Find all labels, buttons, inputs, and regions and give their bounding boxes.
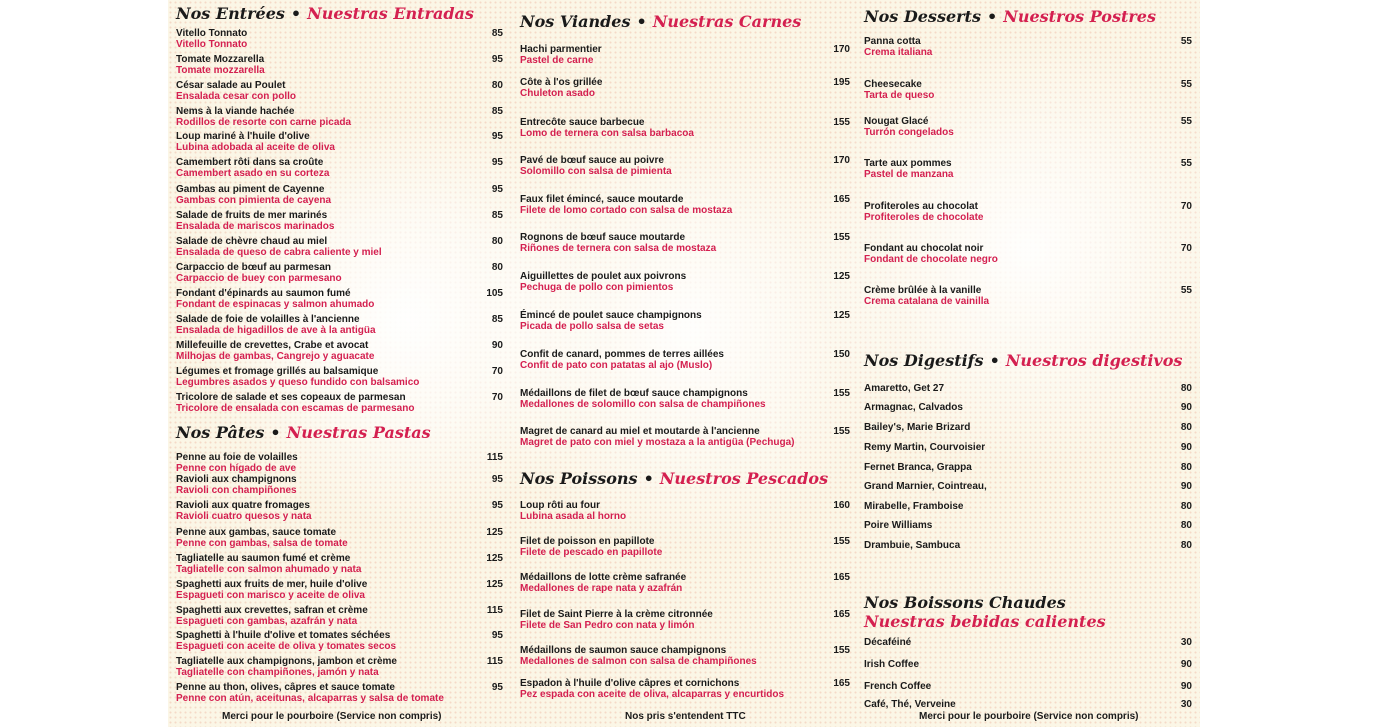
item-name-fr: Camembert rôti dans sa croûte [176,157,324,168]
drink-name: Irish Coffee [864,659,920,670]
item-name-fr: Médaillons de filet de bœuf sauce champignons [520,388,748,399]
drink-price: 90 [1180,402,1192,413]
item-price: 90 [491,340,503,351]
menu-item [176,131,503,153]
menu-item [864,285,1192,307]
drink-item [864,520,1192,532]
item-name-es: Filete de lomo cortado con salsa de mostaza [520,205,733,216]
menu-item [520,645,850,667]
item-name-es: Lomo de ternera con salsa barbacoa [520,128,694,139]
item-price: 95 [491,131,503,142]
drink-price: 80 [1180,422,1192,433]
menu-item [520,155,850,177]
item-price: 55 [1180,36,1192,47]
item-price: 55 [1180,116,1192,127]
item-name-es: Pechuga de pollo con pimientos [520,282,674,293]
item-price: 85 [491,314,503,325]
item-name-es: Tarta de queso [864,90,935,101]
section-heading-digestifs: Nos Digestifs • Nuestros digestivos [864,351,1183,370]
item-name-fr: Penne au thon, olives, câpres et sauce tomate [176,682,395,693]
item-price: 125 [486,527,503,538]
heading-fr: Nos Entrées [176,4,285,23]
drink-price: 30 [1180,699,1192,710]
item-name-es: Pez espada con aceite de oliva, alcaparras y encurtidos [520,689,785,700]
item-price: 195 [833,77,850,88]
item-price: 155 [833,645,850,656]
item-name-es: Camembert asado en su corteza [176,168,330,179]
drink-name: Décaféiné [864,637,912,648]
item-price: 125 [833,271,850,282]
item-name-es: Gambas con pimienta de cayena [176,195,332,206]
item-name-fr: Ravioli aux quatre fromages [176,500,310,511]
item-name-fr: Gambas au piment de Cayenne [176,184,325,195]
menu-item [176,656,503,678]
footer-right: Merci pour le pourboire (Service non compris) [919,711,1139,722]
item-name-es: Espagueti con marisco y aceite de oliva [176,590,365,601]
item-name-es: Tagliatelle con champiñones, jamón y nata [176,667,379,678]
drink-name: Remy Martin, Courvoisier [864,442,986,453]
menu-item [176,682,503,704]
footer-middle: Nos pris s'entendent TTC [625,711,746,722]
item-name-fr: Vitello Tonnato [176,28,248,39]
drink-price: 90 [1180,442,1192,453]
item-name-fr: Tomate Mozzarella [176,54,265,65]
item-name-es: Tagliatelle con salmon ahumado y nata [176,564,362,575]
drink-item [864,699,1192,711]
section-heading-boissons [864,593,1106,631]
item-price: 70 [491,392,503,403]
menu-item [520,572,850,594]
menu-item [176,392,503,414]
menu-item [176,106,503,128]
menu-item [176,527,503,549]
heading-es: Nuestras Entradas [307,4,474,23]
item-price: 55 [1180,285,1192,296]
menu-item [864,79,1192,101]
drink-item [864,383,1192,395]
item-name-fr: Filet de Saint Pierre à la crème citronnée [520,609,713,620]
drink-item [864,462,1192,474]
heading-es: Nuestros digestivos [1005,351,1183,370]
menu-item [520,536,850,558]
menu-item [520,349,850,371]
item-name-fr: Aiguillettes de poulet aux poivrons [520,271,687,282]
menu-item [520,117,850,139]
item-name-es: Tricolore de ensalada con escamas de parmesano [176,403,415,414]
heading-es: Nuestros Pescados [659,469,829,488]
item-name-fr: Fondant au chocolat noir [864,243,984,254]
item-name-fr: Cheesecake [864,79,922,90]
item-name-fr: Millefeuille de crevettes, Crabe et avocat [176,340,369,351]
item-name-es: Ensalada de mariscos marinados [176,221,335,232]
heading-es: Nuestras Carnes [652,12,802,31]
item-price: 95 [491,474,503,485]
item-price: 155 [833,388,850,399]
item-price: 155 [833,426,850,437]
drink-price: 80 [1180,462,1192,473]
item-name-fr: Profiteroles au chocolat [864,201,978,212]
menu-item [176,262,503,284]
item-price: 55 [1180,158,1192,169]
item-price: 165 [833,678,850,689]
item-price: 115 [486,452,503,463]
item-name-fr: Tagliatelle au saumon fumé et crème [176,553,351,564]
item-price: 85 [491,106,503,117]
item-name-es: Crema catalana de vainilla [864,296,990,307]
item-price: 115 [486,656,503,667]
menu-item [176,80,503,102]
item-price: 95 [491,54,503,65]
menu-item [520,500,850,522]
menu-item [176,474,503,496]
heading-fr: Nos Poissons [520,469,638,488]
item-price: 115 [486,605,503,616]
menu-item [864,243,1192,265]
item-name-fr: Faux filet émincé, sauce moutarde [520,194,684,205]
drink-name: Drambuie, Sambuca [864,540,961,551]
heading-fr: Nos Boissons Chaudes [864,593,1066,612]
item-name-fr: Spaghetti aux fruits de mer, huile d'olive [176,579,368,590]
item-name-fr: Spaghetti à l'huile d'olive et tomates séchées [176,630,391,641]
item-name-es: Penne con gambas, salsa de tomate [176,538,348,549]
heading-fr: Nos Desserts [864,7,981,26]
drink-name: Fernet Branca, Grappa [864,462,972,473]
menu-item [520,44,850,66]
section-heading-viandes: Nos Viandes • Nuestras Carnes [520,12,802,31]
item-name-fr: Tagliatelle aux champignons, jambon et crème [176,656,397,667]
drink-name: Armagnac, Calvados [864,402,963,413]
item-name-es: Ravioli cuatro quesos y nata [176,511,312,522]
menu-page [168,0,1200,727]
item-name-es: Filete de pescado en papillote [520,547,663,558]
item-name-fr: Espadon à l'huile d'olive câpres et cornichons [520,678,740,689]
drink-item [864,402,1192,414]
item-name-fr: Côte à l'os grillée [520,77,603,88]
item-name-fr: Rognons de bœuf sauce moutarde [520,232,686,243]
item-name-es: Ensalada de queso de cabra caliente y miel [176,247,382,258]
menu-item [176,553,503,575]
item-price: 155 [833,536,850,547]
menu-item [176,314,503,336]
menu-item [176,184,503,206]
item-price: 160 [833,500,850,511]
item-name-es: Vitello Tonnato [176,39,248,50]
menu-item [864,36,1192,58]
item-name-fr: Tricolore de salade et ses copeaux de parmesan [176,392,406,403]
item-name-fr: Médaillons de saumon sauce champignons [520,645,727,656]
drink-price: 80 [1180,520,1192,531]
item-name-es: Medallones de solomillo con salsa de champiñones [520,399,766,410]
section-heading-entrees: Nos Entrées • Nuestras Entradas [176,4,474,23]
item-name-fr: Hachi parmentier [520,44,602,55]
item-name-es: Crema italiana [864,47,933,58]
item-price: 165 [833,194,850,205]
drink-price: 90 [1180,659,1192,670]
menu-item [176,28,503,50]
item-name-es: Turrón congelados [864,127,954,138]
item-name-es: Riñones de ternera con salsa de mostaza [520,243,717,254]
item-name-es: Solomillo con salsa de pimienta [520,166,672,177]
item-name-fr: Carpaccio de bœuf au parmesan [176,262,332,273]
heading-es: Nuestras bebidas calientes [864,612,1106,631]
drink-name: Poire Williams [864,520,933,531]
item-name-es: Pastel de manzana [864,169,954,180]
item-price: 155 [833,232,850,243]
menu-item [176,288,503,310]
item-price: 150 [833,349,850,360]
item-name-es: Medallones de salmon con salsa de champiñones [520,656,757,667]
item-name-fr: Salade de fruits de mer marinés [176,210,328,221]
item-price: 70 [1180,201,1192,212]
drink-price: 80 [1180,540,1192,551]
heading-es: Nuestras Pastas [286,423,431,442]
item-price: 70 [1180,243,1192,254]
column-left [176,0,503,727]
menu-item [176,340,503,362]
item-name-fr: Fondant d'épinards au saumon fumé [176,288,351,299]
item-name-fr: Loup mariné à l'huile d'olive [176,131,310,142]
drink-item [864,540,1192,552]
item-price: 85 [491,210,503,221]
item-name-es: Chuleton asado [520,88,596,99]
item-name-fr: Filet de poisson en papillote [520,536,655,547]
menu-item [176,210,503,232]
item-name-es: Fondant de chocolate negro [864,254,998,265]
item-name-fr: Pavé de bœuf sauce au poivre [520,155,664,166]
item-name-es: Lubina adobada al aceite de oliva [176,142,335,153]
item-name-fr: Magret de canard au miel et moutarde à l'ancienne [520,426,760,437]
menu-item [520,388,850,410]
item-name-fr: Tarte aux pommes [864,158,952,169]
item-name-es: Legumbres asados y queso fundido con balsamico [176,377,420,388]
menu-item [520,426,850,448]
item-name-es: Tomate mozzarella [176,65,265,76]
item-price: 95 [491,682,503,693]
item-name-fr: César salade au Poulet [176,80,286,91]
drink-price: 90 [1180,481,1192,492]
drink-price: 30 [1180,637,1192,648]
column-right [864,0,1192,727]
item-name-fr: Émincé de poulet sauce champignons [520,310,702,321]
heading-fr: Nos Digestifs [864,351,984,370]
item-name-es: Ensalada de higadillos de ave à la antigüa [176,325,376,336]
menu-item [176,605,503,627]
item-price: 80 [491,80,503,91]
item-name-fr: Confit de canard, pommes de terres aillées [520,349,724,360]
heading-fr: Nos Pâtes [176,423,265,442]
item-name-es: Ravioli con champiñones [176,485,297,496]
menu-item [864,201,1192,223]
item-name-fr: Légumes et fromage grillés au balsamique [176,366,379,377]
drink-item [864,637,1192,649]
item-name-es: Lubina asada al horno [520,511,627,522]
heading-es: Nuestros Postres [1003,7,1156,26]
item-name-fr: Nougat Glacé [864,116,929,127]
item-price: 95 [491,184,503,195]
menu-item [176,366,503,388]
menu-item [176,452,503,474]
item-name-es: Medallones de rape nata y azafrán [520,583,683,594]
item-name-es: Profiteroles de chocolate [864,212,984,223]
item-name-fr: Penne au foie de volailles [176,452,298,463]
item-price: 95 [491,630,503,641]
item-name-es: Carpaccio de buey con parmesano [176,273,342,284]
drink-item [864,659,1192,671]
menu-item [176,579,503,601]
column-middle [520,0,850,727]
item-price: 95 [491,157,503,168]
item-name-fr: Salade de foie de volailles à l'ancienne [176,314,360,325]
item-name-es: Magret de pato con miel y mostaza a la antigüa (Pechuga) [520,437,795,448]
item-name-es: Espagueti con aceite de oliva y tomates secos [176,641,397,652]
item-name-fr: Crème brûlée à la vanille [864,285,982,296]
item-price: 55 [1180,79,1192,90]
drink-name: Café, Thé, Verveine [864,699,956,710]
item-name-es: Filete de San Pedro con nata y limón [520,620,695,631]
footer-left: Merci pour le pourboire (Service non compris) [222,711,442,722]
item-name-es: Milhojas de gambas, Cangrejo y aguacate [176,351,375,362]
drink-name: Bailey's, Marie Brizard [864,422,971,433]
item-price: 170 [833,44,850,55]
item-price: 80 [491,236,503,247]
drink-item [864,442,1192,454]
item-name-fr: Penne aux gambas, sauce tomate [176,527,337,538]
menu-item [520,232,850,254]
item-price: 85 [491,28,503,39]
drink-item [864,501,1192,513]
heading-fr: Nos Viandes [520,12,631,31]
drink-name: Amaretto, Get 27 [864,383,945,394]
item-name-es: Picada de pollo salsa de setas [520,321,664,332]
menu-item [864,116,1192,138]
item-price: 125 [486,553,503,564]
drink-item [864,422,1192,434]
item-price: 105 [486,288,503,299]
menu-item [520,678,850,700]
item-name-es: Pastel de carne [520,55,594,66]
drink-name: French Coffee [864,681,932,692]
drink-price: 90 [1180,681,1192,692]
item-name-es: Fondant de espinacas y salmon ahumado [176,299,375,310]
item-name-es: Ensalada cesar con pollo [176,91,297,102]
drink-item [864,481,1192,493]
drink-item [864,681,1192,693]
menu-item [520,609,850,631]
item-name-es: Penne con hígado de ave [176,463,297,474]
item-price: 170 [833,155,850,166]
menu-item [520,271,850,293]
menu-item [176,236,503,258]
menu-item [864,158,1192,180]
item-price: 155 [833,117,850,128]
item-name-fr: Spaghetti aux crevettes, safran et crème [176,605,368,616]
item-name-fr: Nems à la viande hachée [176,106,295,117]
section-heading-pates: Nos Pâtes • Nuestras Pastas [176,423,431,442]
menu-item [520,194,850,216]
item-price: 125 [486,579,503,590]
menu-item [176,500,503,522]
item-name-fr: Entrecôte sauce barbecue [520,117,645,128]
item-name-es: Penne con atún, aceitunas, alcaparras y salsa de tomate [176,693,444,704]
menu-item [520,310,850,332]
item-name-fr: Ravioli aux champignons [176,474,297,485]
drink-name: Grand Marnier, Cointreau, [864,481,987,492]
item-name-fr: Loup rôti au four [520,500,600,511]
item-name-fr: Panna cotta [864,36,921,47]
section-heading-desserts: Nos Desserts • Nuestros Postres [864,7,1156,26]
menu-item [520,77,850,99]
drink-name: Mirabelle, Framboise [864,501,964,512]
item-price: 165 [833,609,850,620]
item-price: 95 [491,500,503,511]
item-price: 125 [833,310,850,321]
item-name-es: Confit de pato con patatas al ajo (Muslo) [520,360,713,371]
section-heading-poissons: Nos Poissons • Nuestros Pescados [520,469,829,488]
drink-price: 80 [1180,501,1192,512]
menu-item [176,54,503,76]
item-name-es: Rodillos de resorte con carne picada [176,117,352,128]
item-name-es: Espagueti con gambas, azafrán y nata [176,616,358,627]
item-price: 80 [491,262,503,273]
item-name-fr: Salade de chèvre chaud au miel [176,236,328,247]
item-price: 165 [833,572,850,583]
drink-price: 80 [1180,383,1192,394]
menu-item [176,630,503,652]
menu-item [176,157,503,179]
item-price: 70 [491,366,503,377]
item-name-fr: Médaillons de lotte crème safranée [520,572,687,583]
